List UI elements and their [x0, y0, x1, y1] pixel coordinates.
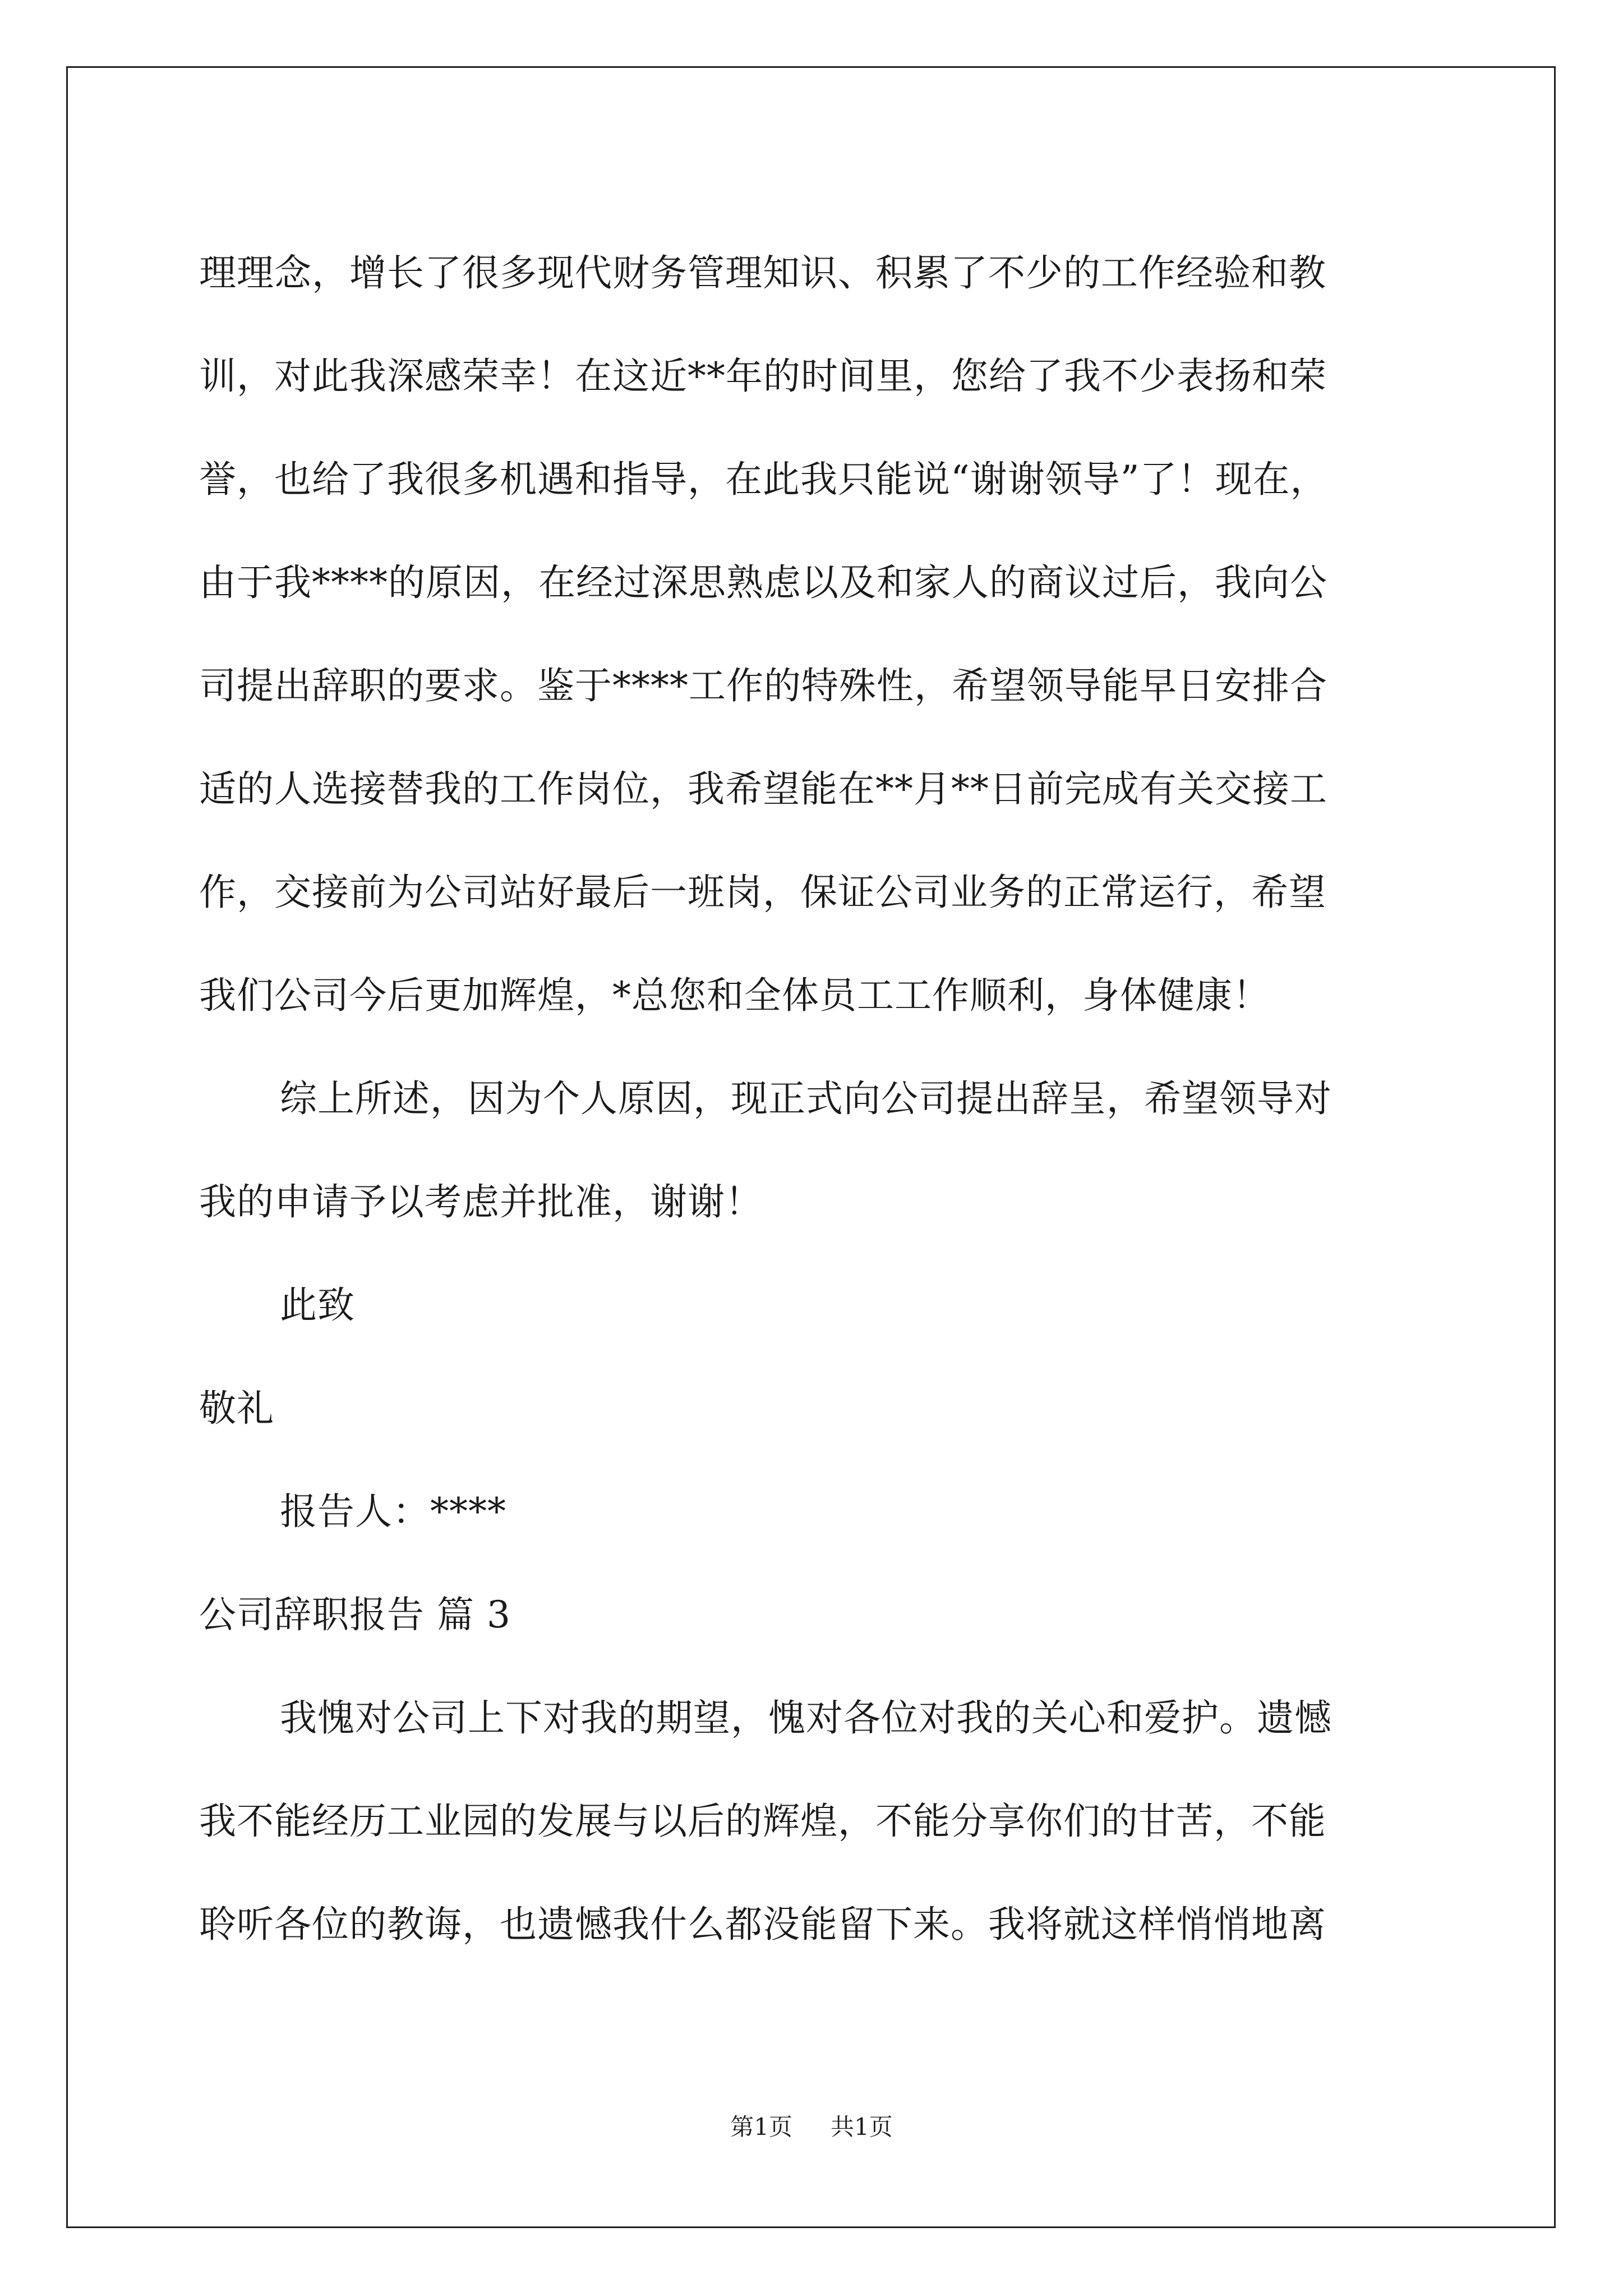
text-line: 理理念，增长了很多现代财务管理知识、积累了不少的工作经验和教	[199, 251, 1326, 295]
closing-regards: 敬礼	[199, 1387, 274, 1430]
section-heading: 公司辞职报告 篇 3	[199, 1593, 511, 1636]
text-line: 由于我****的原因，在经过深思熟虑以及和家人的商议过后，我向公	[199, 561, 1327, 604]
text-line: 司提出辞职的要求。鉴于****工作的特殊性，希望领导能早日安排合	[199, 664, 1327, 707]
text-line: 聆听各位的教诲，也遗憾我什么都没能留下来。我将就这样悄悄地离	[199, 1903, 1326, 1946]
page-number: 第1页	[730, 2113, 792, 2141]
text-line: 我的申请予以考虑并批准，谢谢！	[199, 1180, 763, 1223]
text-line: 适的人选接替我的工作岗位，我希望能在**月**日前完成有关交接工	[199, 767, 1327, 811]
text-line: 我愧对公司上下对我的期望，愧对各位对我的关心和爱护。遗憾	[280, 1696, 1332, 1740]
page-footer	[0, 2110, 1623, 2144]
signature-line: 报告人：****	[280, 1490, 506, 1533]
text-line: 作，交接前为公司站好最后一班岗，保证公司业务的正常运行，希望	[199, 871, 1326, 914]
text-line: 训，对此我深感荣幸！在这近**年的时间里，您给了我不少表扬和荣	[199, 355, 1327, 398]
document-body	[199, 222, 1467, 1976]
text-line: 誉，也给了我很多机遇和指导，在此我只能说“谢谢领导”了！现在，	[199, 458, 1328, 501]
page-total: 共1页	[831, 2113, 893, 2141]
closing-salutation: 此致	[280, 1283, 355, 1327]
text-line: 我们公司今后更加辉煌，*总您和全体员工工作顺利，身体健康！	[199, 974, 1270, 1017]
text-line: 综上所述，因为个人原因，现正式向公司提出辞呈，希望领导对	[280, 1077, 1332, 1120]
text-line: 我不能经历工业园的发展与以后的辉煌，不能分享你们的甘苦，不能	[199, 1800, 1326, 1843]
